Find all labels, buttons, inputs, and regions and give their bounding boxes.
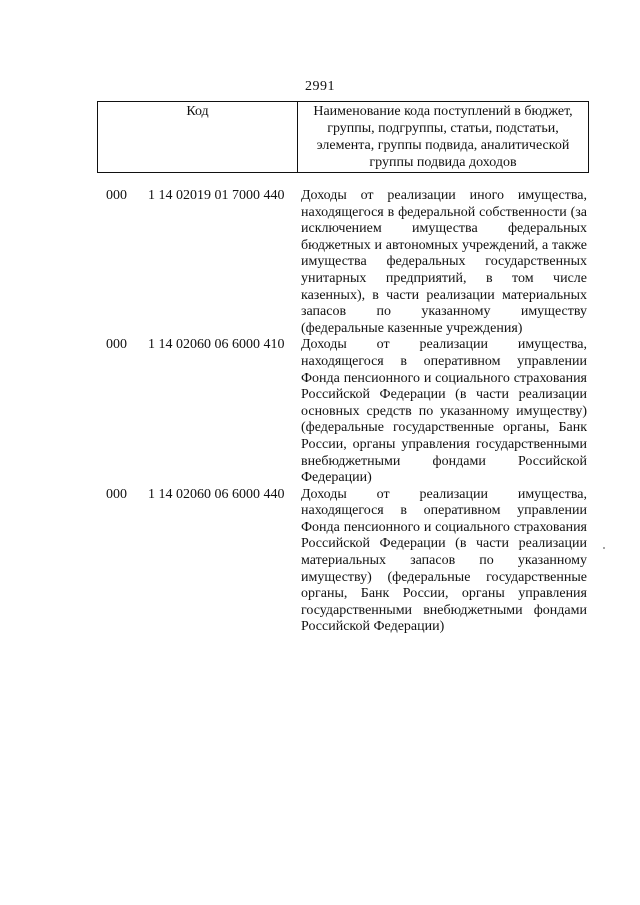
header-name-label: Наименование кода поступлений в бюджет, группы, подгруппы, статьи, подстатьи, элемента, группы подвида, аналитической группы подвида доходов	[313, 104, 573, 170]
row-description: Доходы от реализации имущества, находящегося в оперативном управлении Фонда пенсионного и социального страхования Российской Федерации (в части реализации основных средств по указанному имуществу) (федеральные государственные органы, Банк России, органы управления государственными внебюджетными фондами Российской Федерации)	[301, 337, 587, 486]
row-admin-code: 000	[106, 486, 127, 502]
row-admin-code: 000	[106, 337, 127, 353]
table-row	[0, 487, 640, 636]
row-revenue-code: 1 14 02060 06 6000 440	[148, 486, 285, 502]
table-header	[97, 101, 589, 173]
row-admin-code: 000	[106, 188, 127, 203]
table-row	[0, 188, 640, 337]
row-description: Доходы от реализации имущества, находящегося в оперативном управлении Фонда пенсионного и социального страхования Российской Федерации (в части реализации материальных запасов по указанному имуществу) (федеральные государственные органы, Банк России, органы управления государственными внебюджетными фондами Российской Федерации)	[301, 486, 587, 635]
page-number: 2991	[305, 79, 335, 94]
row-revenue-code: 1 14 02019 01 7000 440	[148, 188, 285, 203]
header-code-label: Код	[98, 102, 298, 172]
table-body	[0, 188, 640, 636]
row-revenue-code: 1 14 02060 06 6000 410	[148, 337, 285, 353]
table-row	[0, 337, 640, 486]
scan-speck	[603, 547, 605, 549]
row-description: Доходы от реализации иного имущества, находящегося в федеральной собственности (за исключением имущества федеральных бюджетных и автономных учреждений, а также имущества федеральных государственных унитарных предприятий, в том числе казенных), в части реализации материальных запасов по указанному имуществу (федеральные казенные учреждения)	[301, 188, 587, 336]
